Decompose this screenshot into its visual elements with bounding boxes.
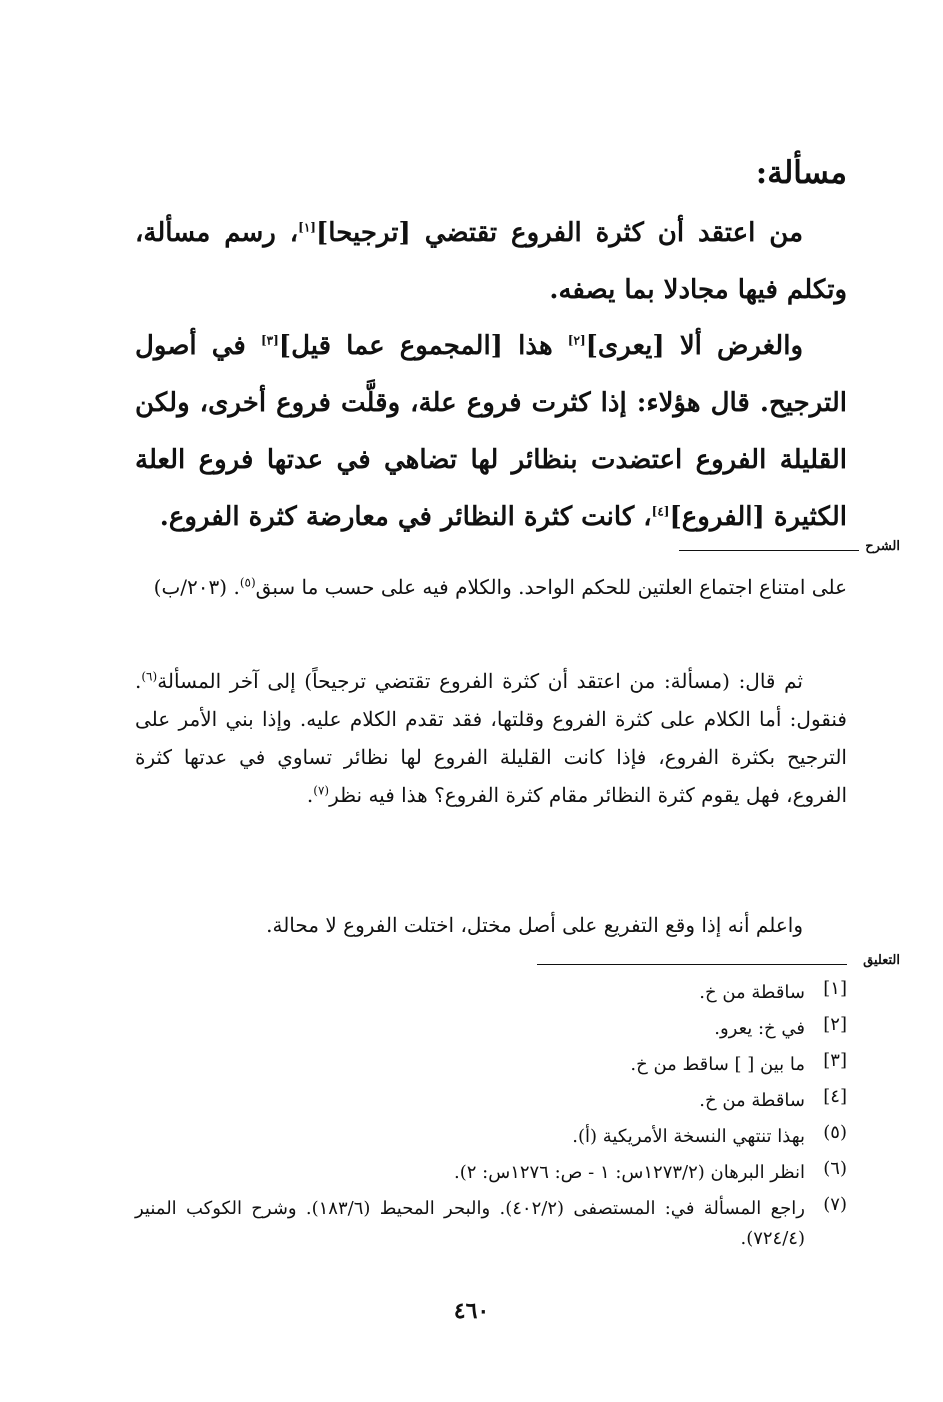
footnote-mark: [٤] <box>823 1086 847 1107</box>
footnote-ref-7[interactable]: (٧) <box>313 783 330 798</box>
footnote-item <box>135 1086 847 1116</box>
main-text-segment: هذا [المجموع عما قيل] <box>278 331 568 361</box>
taliq-divider <box>537 964 847 965</box>
footnote-ref-6[interactable]: (٦) <box>141 669 158 684</box>
main-text-paragraph-1 <box>135 205 847 319</box>
main-text-segment: ، كانت كثرة النظائر في معارضة كثرة الفروع. <box>159 502 652 532</box>
main-text-segment: ، رسم مسألة، وتكلم فيها مجادلا بما يصفه. <box>135 218 847 305</box>
footnote-item <box>135 1050 847 1080</box>
commentary-paragraph-1 <box>135 568 847 606</box>
commentary-segment: ثم قال: (مسألة: من اعتقد أن كثرة الفروع تقتضي ترجيحاً) إلى آخر المسألة <box>157 669 803 693</box>
sharh-label: الشرح <box>865 539 900 554</box>
footnote-ref-5[interactable]: (٥) <box>239 575 256 590</box>
footnote-item <box>135 1158 847 1188</box>
commentary-segment: . <box>306 783 314 807</box>
section-heading: مسألة: <box>755 155 847 191</box>
footnote-mark: [١] <box>823 978 847 999</box>
taliq-label: التعليق <box>863 953 900 968</box>
commentary-paragraph-2 <box>135 662 847 814</box>
page-number: ٤٦٠ <box>453 1298 490 1324</box>
main-text-segment: من اعتقد أن كثرة الفروع تقتضي [ترجيحا] <box>315 218 803 248</box>
main-text-segment: والغرض ألا [يعرى] <box>585 331 804 361</box>
footnote-item <box>135 1014 847 1044</box>
footnote-ref-2[interactable]: [٢] <box>567 333 586 348</box>
footnote-item <box>135 1194 847 1254</box>
footnote-text: في خ: يعرو. <box>714 1018 805 1039</box>
commentary-segment: واعلم أنه إذا وقع التفريع على أصل مختل، اختلت الفروع لا محالة. <box>266 913 803 937</box>
footnote-mark: (٧) <box>823 1194 847 1215</box>
footnote-item <box>135 1122 847 1152</box>
footnote-text: ساقطة من خ. <box>699 982 805 1003</box>
footnote-mark: [٣] <box>823 1050 847 1071</box>
footnote-mark: [٢] <box>823 1014 847 1035</box>
footnote-ref-4[interactable]: [٤] <box>651 504 670 519</box>
commentary-paragraph-3 <box>135 906 847 944</box>
footnote-item <box>135 978 847 1008</box>
footnote-text: ساقطة من خ. <box>699 1090 805 1111</box>
sharh-divider <box>679 550 859 551</box>
footnote-mark: (٦) <box>823 1158 847 1179</box>
footnote-text: راجع المسألة في: المستصفى (٤٠٢/٢). والبحر المحيط (١٨٣/٦). وشرح الكوكب المنير (٧٢٤/٤). <box>135 1198 805 1249</box>
footnote-ref-1[interactable]: [١] <box>298 220 316 235</box>
main-text-segment: في أصول الترجيح. قال هؤلاء: إذا كثرت فروع علة، وقلَّت فروع أخرى، ولكن القليلة الفروع اعتضدت بنظائر لها تضاهي في عدتها فروع العلة الكثيرة [الفروع] <box>135 331 847 532</box>
footnote-text: بهذا تنتهي النسخة الأمريكية (أ). <box>572 1126 805 1147</box>
footnote-mark: (٥) <box>823 1122 847 1143</box>
main-text-paragraph-2 <box>135 318 847 546</box>
footnote-ref-3[interactable]: [٣] <box>260 333 279 348</box>
footnote-text: انظر البرهان (١٢٧٣/٢س: ١ - ص: ١٢٧٦س: ٢). <box>454 1162 805 1183</box>
footnotes-list <box>135 978 847 1260</box>
commentary-segment: . (٢٠٣/ب) <box>153 575 240 599</box>
commentary-segment: . فنقول: أما الكلام على كثرة الفروع وقلتها، فقد تقدم الكلام عليه. وإذا بني الأمر على الترجيح بكثرة الفروع، فإذا كانت القليلة الفروع لها نظائر تساوي في عدتها كثرة الفروع، فهل يقوم كثرة النظائر مقام كثرة الفروع؟ هذا فيه نظر <box>135 669 847 807</box>
footnote-text: ما بين [ ] ساقط من خ. <box>630 1054 805 1075</box>
commentary-segment: على امتناع اجتماع العلتين للحكم الواحد. والكلام فيه على حسب ما سبق <box>255 575 847 599</box>
